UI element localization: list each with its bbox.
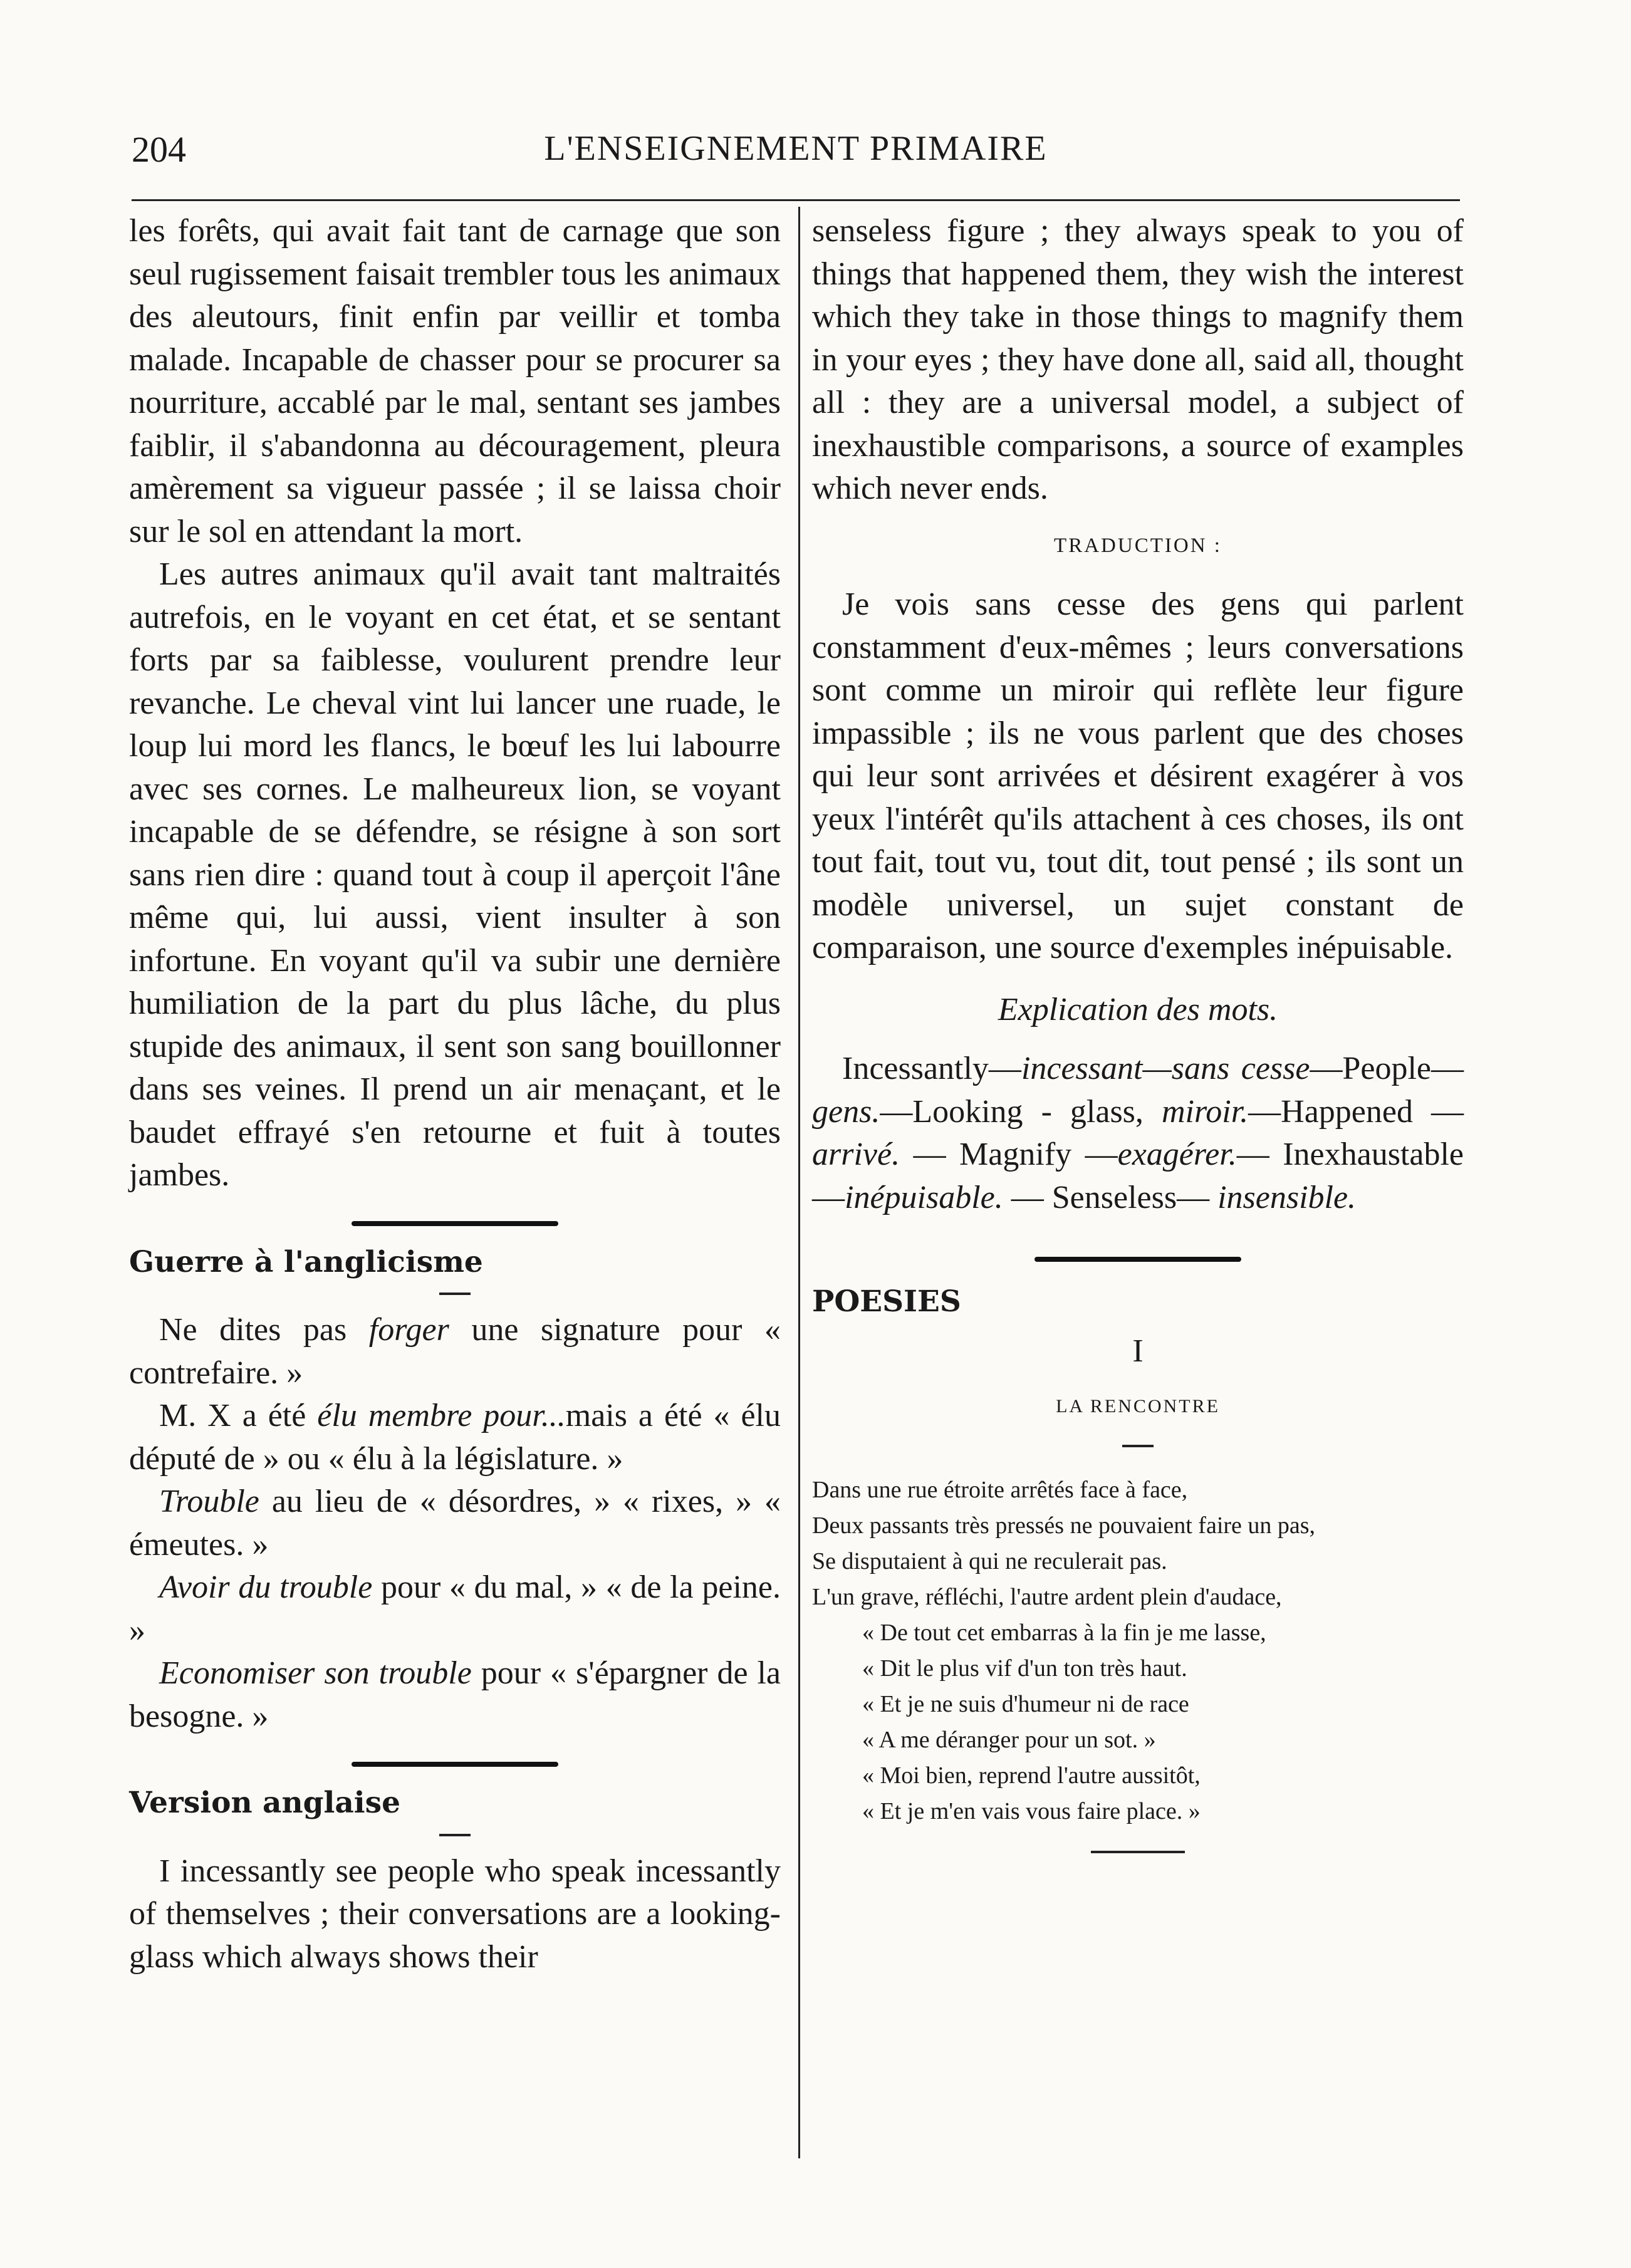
poem	[812, 1472, 1464, 1829]
ornament-divider	[129, 1221, 781, 1226]
short-dash	[439, 1293, 471, 1295]
lion-paragraph-2: Les autres animaux qu'il avait tant maltraités autrefois, en le voyant en cet état, et se sentant forts par sa faiblesse, voulurent prendre leur revanche. Le cheval vint lui lancer une ruade, le loup lui mord les flancs, le bœuf les lui labourre avec ses cornes. Le malheureux lion, se voyant incapable de se défendre, se résigne à son sort sans rien dire : quand tout à coup il aperçoit l'âne même qui, lui aussi, vient insulter à son infortune. En voyant qu'il va subir une dernière humiliation de la part du plus lâche, du plus stupide des animaux, il sent son sang bouillonner dans ses veines. Il prend un air menaçant, et le baudet effrayé s'en retourne et fuit à toutes jambes.	[129, 556, 781, 1193]
anglicism-item: M. X a été élu membre pour...mais a été « élu député de » ou « élu à la législature. »	[129, 1398, 781, 1477]
poem-line: « Et je ne suis d'humeur ni de race	[862, 1690, 1189, 1717]
version-continuation: senseless figure ; they always speak to you of things that happened them, they wish the interest which they take in those things to magnify them in your eyes ; they have done all, said all, thought all : they are a universal model, a subject of inexhaustible comparisons, a source of examples which never ends.	[812, 213, 1464, 506]
explication-title: Explication des mots.	[998, 991, 1278, 1027]
poem-line: Deux passants très pressés ne pouvaient faire un pas,	[812, 1512, 1316, 1539]
poem-line: « Et je m'en vais vous faire place. »	[862, 1797, 1201, 1824]
anglicism-item: Avoir du trouble pour « du mal, » « de la peine. »	[129, 1569, 781, 1648]
anglicism-item: Ne dites pas forger une signature pour « contrefaire. »	[129, 1312, 781, 1391]
poem-line: « De tout cet embarras à la fin je me lasse,	[862, 1619, 1266, 1646]
poem-line: Dans une rue étroite arrêtés face à face,	[812, 1476, 1188, 1503]
poem-title: LA RENCONTRE	[1056, 1396, 1220, 1417]
short-dash	[439, 1834, 471, 1836]
running-header	[132, 128, 1460, 179]
version-paragraph: I incessantly see people who speak incessantly of themselves ; their conversations are a looking-glass which always shows their	[129, 1853, 781, 1975]
header-rule	[132, 199, 1460, 201]
traduction-label: TRADUCTION :	[1054, 534, 1222, 557]
column-divider	[798, 207, 800, 2158]
page-number: 204	[132, 129, 186, 170]
poem-line: « Dit le plus vif d'un ton très haut.	[862, 1655, 1187, 1682]
left-column	[129, 210, 781, 1979]
poem-line: Se disputaient à qui ne reculerait pas.	[812, 1548, 1167, 1574]
running-title: L'ENSEIGNEMENT PRIMAIRE	[544, 129, 1048, 168]
short-dash	[1122, 1445, 1154, 1447]
section-heading-anglicisme: Guerre à l'anglicisme	[129, 1244, 483, 1279]
poem-number: I	[1132, 1333, 1144, 1369]
poem-line: « Moi bien, reprend l'autre aussitôt,	[862, 1762, 1201, 1789]
traduction-paragraph: Je vois sans cesse des gens qui parlent constamment d'eux-mêmes ; leurs conversations sont comme un miroir qui reflète leur figure impassible ; ils ne vous parlent que des choses qui leur sont arrivées et désirent exagérer à vos yeux l'intérêt qu'ils attachent à ces choses, ils ont tout fait, tout vu, tout dit, tout pensé ; ils sont un modèle universel, un sujet constant de comparaison, une source d'exemples inépuisable.	[812, 586, 1464, 965]
ornament-divider	[812, 1257, 1464, 1262]
closing-rule	[1091, 1851, 1185, 1853]
anglicism-item: Economiser son trouble pour « s'épargner de la besogne. »	[129, 1655, 781, 1734]
poem-line: L'un grave, réfléchi, l'autre ardent plein d'audace,	[812, 1583, 1282, 1610]
explication-paragraph: Incessantly—incessant—sans cesse—People—gens.—Looking - glass, miroir.—Happened — arrivé. — Magnify —exagérer.— Inexhaustable—inépuisable. — Senseless— insensible.	[812, 1051, 1464, 1215]
anglicism-item: Trouble au lieu de « désordres, » « rixes, » « émeutes. »	[129, 1484, 781, 1563]
section-heading-version: Version anglaise	[129, 1786, 401, 1820]
poesies-title: POESIES	[812, 1284, 961, 1319]
ornament-divider	[129, 1762, 781, 1767]
poem-line: « A me déranger pour un sot. »	[862, 1726, 1156, 1753]
right-column	[812, 210, 1464, 1853]
lion-paragraph-1: les forêts, qui avait fait tant de carnage que son seul rugissement faisait trembler tous les animaux des aleutours, finit enfin par veillir et tomba malade. Incapable de chasser pour se procurer sa nourriture, accablé par le mal, sentant ses jambes faiblir, il s'abandonna au découragement, pleura amèrement sa vigueur passée ; il se laissa choir sur le sol en attendant la mort.	[129, 213, 781, 549]
